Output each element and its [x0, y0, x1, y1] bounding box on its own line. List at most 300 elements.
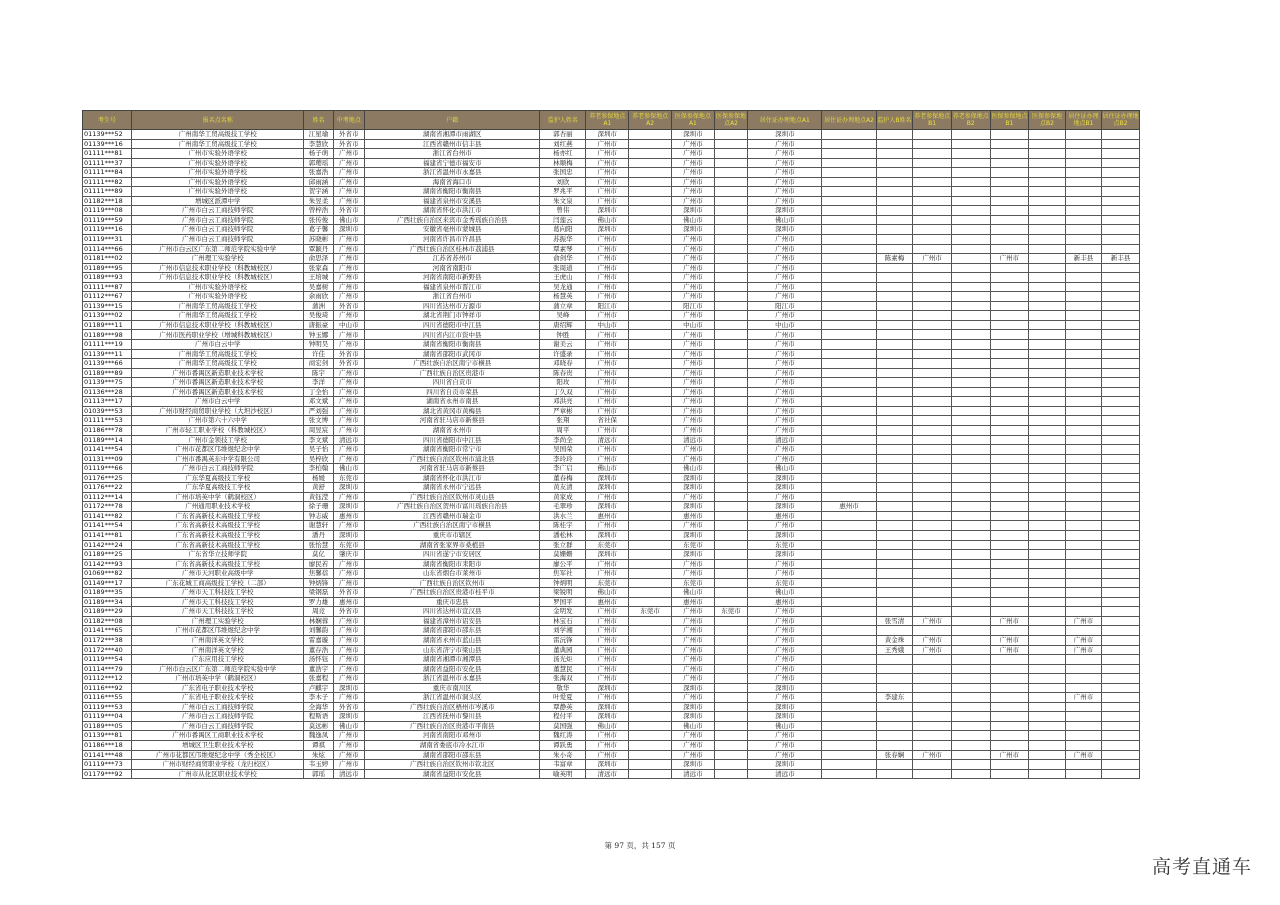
- table-cell: [822, 397, 876, 407]
- table-cell: 魏逸凤: [304, 731, 333, 741]
- table-cell: 广州市: [748, 521, 822, 531]
- table-cell: 广州南华工贸高级技工学校: [132, 349, 304, 359]
- table-cell: [1029, 273, 1066, 283]
- table-cell: [1102, 664, 1140, 674]
- table-cell: 清远市: [333, 769, 364, 779]
- table-cell: 李建东: [876, 693, 913, 703]
- table-cell: 广州市: [913, 616, 952, 626]
- table-cell: 外省市: [333, 588, 364, 598]
- table-cell: 湖南省益阳市安化县: [364, 664, 539, 674]
- table-cell: 广州市: [748, 235, 822, 245]
- table-cell: 广州市: [990, 750, 1029, 760]
- table-cell: [714, 616, 747, 626]
- table-cell: 广州市: [748, 492, 822, 502]
- table-cell: [714, 406, 747, 416]
- table-cell: [913, 483, 952, 493]
- table-cell: 钟胜: [540, 330, 586, 340]
- table-cell: 广州市: [672, 454, 715, 464]
- table-cell: 陈春贵: [540, 368, 586, 378]
- table-cell: 湖南省湘潭市雨湖区: [364, 130, 539, 140]
- table-cell: [1029, 578, 1066, 588]
- table-cell: [1065, 235, 1102, 245]
- table-row: [83, 292, 1140, 302]
- table-cell: [629, 397, 672, 407]
- table-cell: [1065, 130, 1102, 140]
- table-cell: 01186***18: [83, 741, 132, 751]
- table-cell: 葛向阳: [540, 225, 586, 235]
- table-cell: [951, 301, 990, 311]
- table-cell: [629, 378, 672, 388]
- table-cell: 福建省泉州市安溪县: [364, 196, 539, 206]
- table-cell: 01119***04: [83, 712, 132, 722]
- table-cell: 01112***14: [83, 492, 132, 502]
- table-cell: [1029, 158, 1066, 168]
- table-cell: [714, 674, 747, 684]
- table-cell: [1102, 215, 1140, 225]
- table-cell: [629, 626, 672, 636]
- table-cell: 广州市: [672, 177, 715, 187]
- table-cell: [951, 445, 990, 455]
- table-cell: [822, 588, 876, 598]
- table-cell: [990, 263, 1029, 273]
- table-cell: [1102, 425, 1140, 435]
- table-cell: [913, 664, 952, 674]
- table-cell: 01141***54: [83, 521, 132, 531]
- table-cell: 广州市实验外语学校: [132, 282, 304, 292]
- table-cell: 广州市: [586, 425, 629, 435]
- table-cell: 01189***35: [83, 588, 132, 598]
- table-cell: 广州市: [333, 292, 364, 302]
- table-cell: [951, 406, 990, 416]
- table-cell: 广州市: [748, 559, 822, 569]
- table-cell: 01139***16: [83, 139, 132, 149]
- table-cell: 01139***75: [83, 378, 132, 388]
- table-cell: 外省市: [333, 301, 364, 311]
- table-cell: [822, 130, 876, 140]
- table-cell: 莫远彬: [304, 721, 333, 731]
- table-cell: 焦军社: [540, 569, 586, 579]
- column-header: 养老参保地点A1: [586, 111, 629, 130]
- table-cell: 广州市: [990, 645, 1029, 655]
- table-cell: [714, 168, 747, 178]
- table-cell: [951, 378, 990, 388]
- table-cell: [951, 206, 990, 216]
- table-row: [83, 320, 1140, 330]
- table-cell: 01149***17: [83, 578, 132, 588]
- table-cell: 广州市: [333, 387, 364, 397]
- table-cell: 广州市: [1065, 616, 1102, 626]
- table-row: [83, 616, 1140, 626]
- table-cell: 01119***08: [83, 206, 132, 216]
- table-cell: 广州市信息技术职业学校（科教城校区）: [132, 263, 304, 273]
- table-cell: 林宝石: [540, 616, 586, 626]
- table-cell: [822, 330, 876, 340]
- table-cell: [951, 588, 990, 598]
- table-cell: 深圳市: [748, 473, 822, 483]
- table-cell: [714, 721, 747, 731]
- table-cell: [1065, 301, 1102, 311]
- table-cell: [876, 301, 913, 311]
- table-cell: 01189***11: [83, 320, 132, 330]
- table-cell: [951, 540, 990, 550]
- table-cell: [913, 540, 952, 550]
- table-cell: [629, 359, 672, 369]
- table-cell: [714, 483, 747, 493]
- table-cell: [822, 760, 876, 770]
- table-cell: [1065, 597, 1102, 607]
- table-cell: [913, 674, 952, 684]
- table-cell: [913, 206, 952, 216]
- table-cell: [876, 769, 913, 779]
- table-cell: [714, 741, 747, 751]
- table-cell: [876, 425, 913, 435]
- table-cell: 湖南省衡阳市耒阳市: [364, 559, 539, 569]
- table-cell: 01139***02: [83, 311, 132, 321]
- table-cell: 喻英明: [540, 769, 586, 779]
- table-cell: 惠州市: [333, 511, 364, 521]
- table-cell: [990, 569, 1029, 579]
- table-cell: 广州市: [913, 750, 952, 760]
- table-cell: 清远市: [672, 435, 715, 445]
- table-cell: [876, 359, 913, 369]
- table-cell: 广州市: [333, 263, 364, 273]
- table-cell: [1065, 502, 1102, 512]
- table-cell: [822, 674, 876, 684]
- table-cell: [1029, 340, 1066, 350]
- table-cell: 河南省南阳市新野县: [364, 273, 539, 283]
- table-cell: [913, 215, 952, 225]
- table-cell: [629, 721, 672, 731]
- table-cell: 增城区卫生职业技术学校: [132, 741, 304, 751]
- table-cell: [1065, 368, 1102, 378]
- table-cell: [951, 368, 990, 378]
- table-cell: 广州市: [333, 521, 364, 531]
- table-cell: 四川省达州市万源市: [364, 301, 539, 311]
- table-cell: [990, 282, 1029, 292]
- table-cell: 谭祺: [304, 741, 333, 751]
- table-cell: 陈宇: [304, 368, 333, 378]
- table-cell: [822, 416, 876, 426]
- table-cell: [629, 559, 672, 569]
- table-cell: 董典园: [540, 645, 586, 655]
- table-cell: [629, 569, 672, 579]
- table-cell: [822, 731, 876, 741]
- table-cell: 01189***95: [83, 263, 132, 273]
- table-cell: 01181***02: [83, 254, 132, 264]
- table-cell: [629, 511, 672, 521]
- table-cell: 01142***24: [83, 540, 132, 550]
- table-cell: 广州市: [333, 244, 364, 254]
- table-cell: [951, 225, 990, 235]
- table-cell: [876, 282, 913, 292]
- table-cell: 广州市: [748, 244, 822, 254]
- table-cell: 广州市: [672, 235, 715, 245]
- table-cell: [1065, 464, 1102, 474]
- table-cell: 深圳市: [748, 483, 822, 493]
- table-row: [83, 550, 1140, 560]
- table-cell: 广州市番禺区新造职业技术学校: [132, 387, 304, 397]
- table-cell: 贺宇涵: [304, 187, 333, 197]
- table-cell: 01114***66: [83, 244, 132, 254]
- table-cell: [1029, 397, 1066, 407]
- table-cell: [876, 187, 913, 197]
- table-cell: [951, 635, 990, 645]
- table-cell: 广州市: [586, 397, 629, 407]
- table-cell: 广西壮族自治区贵港市: [364, 368, 539, 378]
- table-cell: 01139***15: [83, 301, 132, 311]
- table-cell: [714, 731, 747, 741]
- table-cell: [714, 177, 747, 187]
- table-cell: 湖北省黄冈市黄梅县: [364, 406, 539, 416]
- table-cell: 卢麒宇: [304, 683, 333, 693]
- table-row: [83, 645, 1140, 655]
- table-cell: 罗兆平: [540, 187, 586, 197]
- table-cell: 01112***67: [83, 292, 132, 302]
- table-row: [83, 769, 1140, 779]
- table-cell: 吴龙通: [540, 282, 586, 292]
- table-cell: 广州南华工贸高级技工学校: [132, 359, 304, 369]
- table-cell: [629, 664, 672, 674]
- table-row: [83, 368, 1140, 378]
- table-cell: [1102, 435, 1140, 445]
- table-cell: 01111***84: [83, 168, 132, 178]
- table-cell: [990, 435, 1029, 445]
- table-cell: 广州市: [748, 750, 822, 760]
- table-cell: [876, 760, 913, 770]
- table-cell: [1102, 397, 1140, 407]
- table-cell: 清远市: [748, 769, 822, 779]
- table-cell: 深圳市: [586, 206, 629, 216]
- table-cell: 广州市: [672, 196, 715, 206]
- table-cell: 广州市: [333, 492, 364, 502]
- table-cell: 深圳市: [333, 502, 364, 512]
- table-cell: 广州市: [672, 359, 715, 369]
- table-cell: [822, 340, 876, 350]
- table-cell: 邓文斌: [304, 397, 333, 407]
- table-cell: [1102, 540, 1140, 550]
- table-cell: [822, 244, 876, 254]
- table-cell: [629, 674, 672, 684]
- table-cell: [1102, 616, 1140, 626]
- table-cell: [714, 273, 747, 283]
- table-cell: 东莞市: [333, 540, 364, 550]
- table-cell: 广州市: [748, 425, 822, 435]
- table-cell: [1065, 664, 1102, 674]
- column-header: 监护人姓名: [540, 111, 586, 130]
- table-cell: 湖南省娄底市冷水江市: [364, 741, 539, 751]
- table-cell: 河南省南阳市邓州市: [364, 731, 539, 741]
- table-cell: [990, 406, 1029, 416]
- table-cell: 广西壮族自治区贵港市平南县: [364, 721, 539, 731]
- table-cell: 邱雨涵: [304, 177, 333, 187]
- table-cell: 广州市: [672, 445, 715, 455]
- table-cell: [714, 569, 747, 579]
- table-cell: [951, 550, 990, 560]
- table-cell: [913, 454, 952, 464]
- table-cell: 广州市: [748, 292, 822, 302]
- table-cell: [913, 340, 952, 350]
- table-cell: 外省市: [333, 359, 364, 369]
- table-cell: 01112***12: [83, 674, 132, 684]
- table-cell: 唐振豪: [304, 320, 333, 330]
- table-row: [83, 235, 1140, 245]
- table-cell: 福建省漳州市诏安县: [364, 616, 539, 626]
- table-cell: [822, 540, 876, 550]
- table-cell: [822, 282, 876, 292]
- table-cell: 四川省自贡市荣县: [364, 387, 539, 397]
- table-cell: [876, 626, 913, 636]
- table-cell: 俞思泽: [304, 254, 333, 264]
- table-cell: [1102, 168, 1140, 178]
- table-cell: 深圳市: [333, 483, 364, 493]
- table-cell: [822, 530, 876, 540]
- table-cell: [714, 473, 747, 483]
- table-cell: [629, 416, 672, 426]
- table-cell: 广西壮族自治区贺州市富川瑶族自治县: [364, 502, 539, 512]
- table-cell: 广州市: [913, 254, 952, 264]
- table-cell: 广州市: [748, 664, 822, 674]
- table-cell: 徐子珊: [304, 502, 333, 512]
- table-cell: 东莞市: [672, 578, 715, 588]
- table-cell: [913, 731, 952, 741]
- table-cell: 阳江市: [748, 301, 822, 311]
- table-cell: [913, 626, 952, 636]
- table-cell: [1102, 349, 1140, 359]
- table-cell: [990, 397, 1029, 407]
- table-cell: 广州市白云工商技师学院: [132, 464, 304, 474]
- table-cell: [876, 445, 913, 455]
- table-cell: [913, 435, 952, 445]
- table-cell: 广州市: [672, 292, 715, 302]
- table-row: [83, 530, 1140, 540]
- table-row: [83, 578, 1140, 588]
- table-cell: [913, 225, 952, 235]
- table-cell: 广州市: [672, 254, 715, 264]
- table-cell: 广州市: [748, 693, 822, 703]
- table-cell: 广州市番禺区工商职业技术学校: [132, 731, 304, 741]
- table-cell: [1102, 607, 1140, 617]
- table-cell: [1029, 645, 1066, 655]
- table-cell: 清远市: [333, 435, 364, 445]
- table-cell: [714, 597, 747, 607]
- table-cell: [876, 177, 913, 187]
- table-cell: [822, 273, 876, 283]
- table-cell: [1029, 435, 1066, 445]
- table-cell: 广州市: [748, 406, 822, 416]
- table-cell: 魏红涛: [540, 731, 586, 741]
- table-cell: [714, 187, 747, 197]
- table-cell: 陈桂宇: [540, 521, 586, 531]
- table-cell: [629, 588, 672, 598]
- table-row: [83, 741, 1140, 751]
- table-cell: 惠州市: [672, 511, 715, 521]
- table-row: [83, 750, 1140, 760]
- table-cell: [629, 168, 672, 178]
- table-cell: [876, 378, 913, 388]
- table-cell: [913, 416, 952, 426]
- table-row: [83, 225, 1140, 235]
- table-cell: 广州市: [672, 607, 715, 617]
- table-cell: 01111***87: [83, 282, 132, 292]
- table-cell: 广州市: [748, 139, 822, 149]
- table-cell: 广州市: [748, 378, 822, 388]
- table-cell: [822, 168, 876, 178]
- table-cell: 广州市: [748, 645, 822, 655]
- table-cell: [1029, 483, 1066, 493]
- table-cell: [951, 330, 990, 340]
- table-cell: 广州市: [672, 349, 715, 359]
- table-cell: [876, 511, 913, 521]
- table-cell: [629, 149, 672, 159]
- table-cell: 广州市白云工商技师学院: [132, 215, 304, 225]
- table-cell: [1102, 340, 1140, 350]
- table-cell: [714, 750, 747, 760]
- table-cell: [1065, 540, 1102, 550]
- table-cell: [951, 149, 990, 159]
- table-cell: 广州市白云工商技师学院: [132, 721, 304, 731]
- table-row: [83, 588, 1140, 598]
- table-cell: [990, 502, 1029, 512]
- table-cell: 广州市: [748, 254, 822, 264]
- table-cell: [951, 187, 990, 197]
- table-cell: [951, 741, 990, 751]
- table-cell: 东莞市: [714, 607, 747, 617]
- table-cell: 广州市: [1065, 693, 1102, 703]
- table-cell: 深圳市: [672, 130, 715, 140]
- table-cell: 广州市: [672, 569, 715, 579]
- table-cell: 深圳市: [333, 683, 364, 693]
- table-cell: 湖北省荆门市钟祥市: [364, 311, 539, 321]
- table-cell: 湖南省邵阳市武冈市: [364, 349, 539, 359]
- table-cell: [1029, 607, 1066, 617]
- table-cell: [822, 196, 876, 206]
- table-cell: 深圳市: [748, 712, 822, 722]
- table-cell: 佛山市: [586, 588, 629, 598]
- table-cell: 01189***14: [83, 435, 132, 445]
- table-cell: [714, 530, 747, 540]
- table-cell: 广州市: [748, 655, 822, 665]
- table-cell: [990, 340, 1029, 350]
- table-cell: 惠州市: [748, 597, 822, 607]
- table-cell: [1029, 760, 1066, 770]
- table-cell: [822, 712, 876, 722]
- table-cell: [951, 645, 990, 655]
- table-cell: 焦馨蓓: [304, 569, 333, 579]
- table-cell: 广州南洋英文学校: [132, 645, 304, 655]
- table-cell: 广州市: [586, 263, 629, 273]
- table-cell: [822, 616, 876, 626]
- table-cell: 雷嘉璇: [304, 635, 333, 645]
- table-cell: [822, 511, 876, 521]
- table-cell: [1102, 550, 1140, 560]
- table-cell: [913, 550, 952, 560]
- table-cell: 佛山市: [672, 588, 715, 598]
- table-cell: [714, 130, 747, 140]
- table-cell: 深圳市: [748, 683, 822, 693]
- table-cell: 广州市: [748, 359, 822, 369]
- table-cell: [990, 473, 1029, 483]
- table-cell: 广州市: [586, 330, 629, 340]
- table-cell: [1029, 741, 1066, 751]
- table-cell: 黄钰滢: [304, 492, 333, 502]
- table-cell: 广州市: [586, 387, 629, 397]
- table-cell: 深圳市: [672, 225, 715, 235]
- table-cell: 01186***78: [83, 425, 132, 435]
- table-cell: [1102, 693, 1140, 703]
- table-cell: [714, 416, 747, 426]
- table-cell: 广州南华工贸高级技工学校: [132, 139, 304, 149]
- table-cell: [913, 702, 952, 712]
